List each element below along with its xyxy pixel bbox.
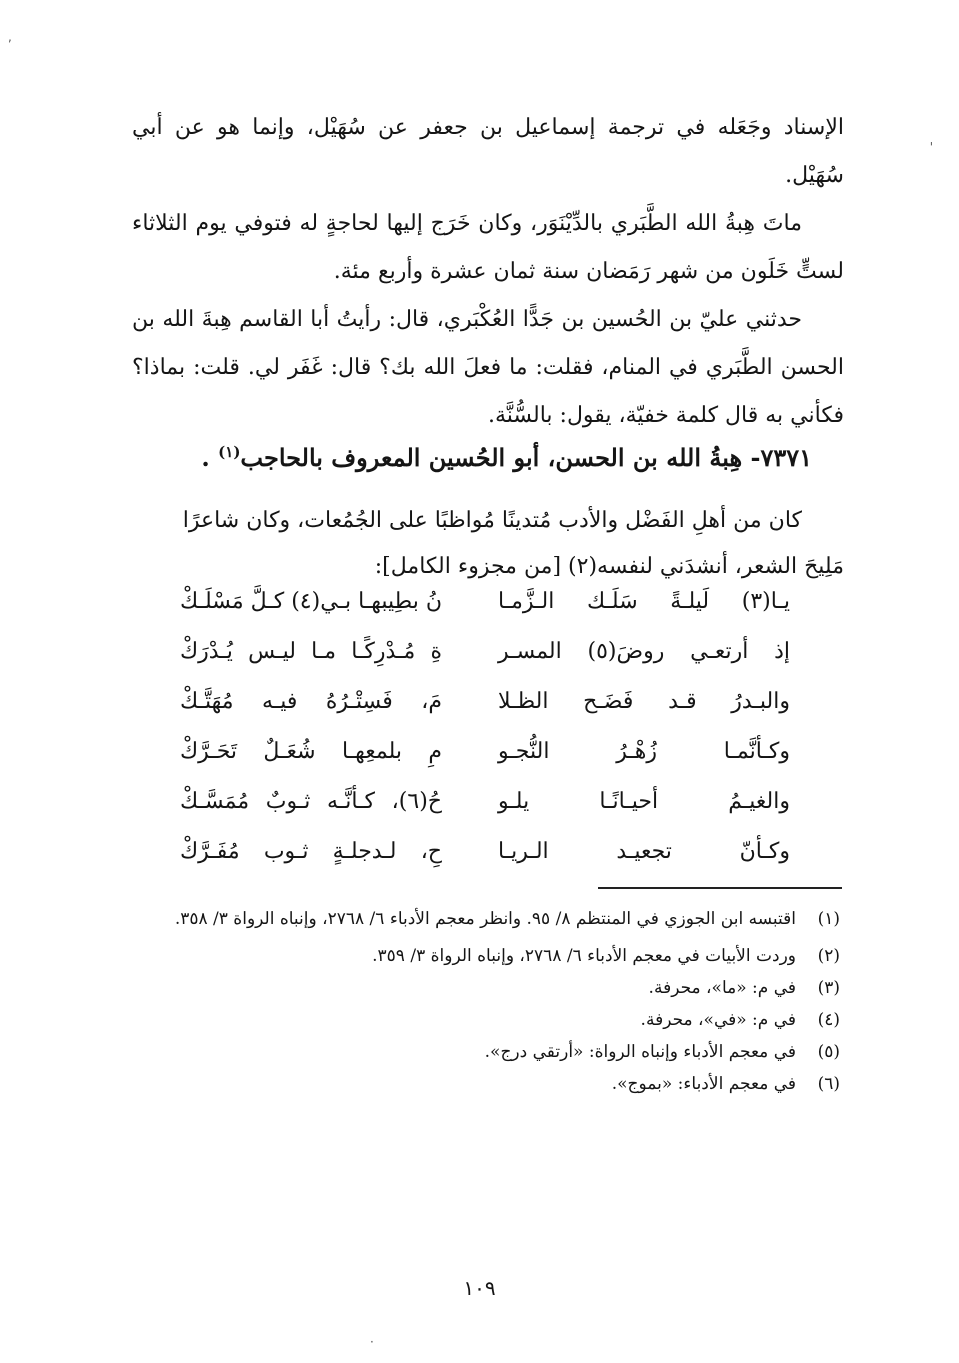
scan-mark: ' xyxy=(929,140,933,154)
verse xyxy=(180,626,790,676)
intro-line: كان من أهلِ الفَضْل والأدب مُتدينًا مُواظبًا على الجُمُعات، وكان شاعرًا xyxy=(182,508,802,533)
footnote xyxy=(124,940,840,972)
footnote-number: (٣) xyxy=(817,978,840,998)
verse-second-hemistich: ةِ مُـدْرِكًـا مـا ليـس يُـدْرَكْ xyxy=(180,638,442,664)
entry-heading-end: . xyxy=(201,443,210,472)
footnotes xyxy=(124,904,840,1100)
verse xyxy=(180,576,790,626)
footnote-text: في م: «في»، محرفة. xyxy=(640,1010,796,1030)
verse-second-hemistich: مَ، فَسِتْـرُهُ فيـه مُهَتَّـكْ xyxy=(180,688,442,714)
verse-first-hemistich: إذ أرتعـي روضَ(٥) المسـر xyxy=(498,638,790,664)
footnote xyxy=(124,904,840,934)
footnote-text: في معجم الأدباء وإنباه الرواة: «أرتقي درج». xyxy=(484,1042,796,1062)
footnote-text: في م: «ما»، محرفة. xyxy=(648,978,796,998)
verse-first-hemistich: وكـأنّ تجعيـد الـريـا xyxy=(498,838,790,864)
verse xyxy=(180,776,790,826)
footnote-divider xyxy=(598,887,842,889)
footnote xyxy=(124,1004,840,1036)
verse-second-hemistich: حُ(٦)، كـأنَّـه ثـوبٌ مُمَسَّـكْ xyxy=(180,788,442,814)
intro-line: مَلِيحَ الشعر، أنشدَني لنفسه(٢) [من مجزوء الكامل]: xyxy=(374,554,844,579)
verse-first-hemistich: يـا(٣) لَيلـةً سَلَـك الـزَّمـا xyxy=(498,588,790,614)
verse xyxy=(180,826,790,876)
verse-second-hemistich: حِ، لـدجلـةٍ ثـوب مُفَـرَّكْ xyxy=(180,838,442,864)
scan-mark: · xyxy=(370,1335,374,1349)
verse-first-hemistich: والبـدرُ قـد فَضَـح الظـلا xyxy=(498,688,790,714)
footnote-number: (٢) xyxy=(817,946,840,966)
footnote-number: (٤) xyxy=(817,1010,840,1030)
footnote-ref: (١) xyxy=(218,443,241,461)
verse-first-hemistich: وكـأنَّمـا زُهْـرُ النُّجـو xyxy=(498,738,790,764)
verse xyxy=(180,676,790,726)
footnote xyxy=(124,1036,840,1068)
footnote-text: اقتبسه ابن الجوزي في المنتظم ٨/ ٩٥. وانظر معجم الأدباء ٦/ ٢٧٦٨، وإنباه الرواة ٣/ ٣٥٨. xyxy=(174,909,796,929)
verse-second-hemistich: نُ بطِيبهـا بـي(٤) كـلَّ مَسْلَـكْ xyxy=(179,588,442,614)
poem xyxy=(180,576,790,876)
body-text xyxy=(132,104,844,440)
footnote-number: (١) xyxy=(817,909,840,929)
verse-first-hemistich: والغيـمُ أحيـانًـا يلـو xyxy=(498,788,790,814)
footnote-number: (٦) xyxy=(817,1074,840,1094)
entry-heading xyxy=(132,428,812,482)
paragraph: الإسناد وجَعَله في ترجمة إسماعيل بن جعفر عن سُهَيْل، وإنما هو عن أبي سُهَيْل. xyxy=(132,115,844,188)
page-number: ١٠٩ xyxy=(463,1276,496,1300)
footnote-number: (٥) xyxy=(817,1042,840,1062)
paragraph: ماتَ هِبةُ الله الطَّبَري بالدِّيْنَوَر، وكان خَرَج إليها لحاجةٍ له فتوفي يوم الثلاثاء لستٍّ خَلَون من شهر رَمَضان سنة ثمان عشرة وأربع مئة. xyxy=(132,211,844,284)
entry-heading-text: ٧٣٧١- هِبةُ الله بن الحسن، أبو الحُسين المعروف بالحاجب xyxy=(240,443,812,472)
scan-mark: , xyxy=(8,30,12,44)
verse-second-hemistich: مِ بلمعِهـا شُعَـلٌ تَحَـرَّكْ xyxy=(180,738,442,764)
paragraph: حدثني عليّ بن الحُسين بن جَدًّا العُكْبَري، قال: رأيتُ أبا القاسم هِبةَ الله بن الحسن الطَّبَري في المنام، فقلت: ما فعلَ الله بك؟ قال: غَفَر لي. قلت: بماذا؟ فكأني به قال كلمة خفيّة، يقول: بالسُّنَّة. xyxy=(132,307,844,428)
footnote-text: وردت الأبيات في معجم الأدباء ٦/ ٢٧٦٨، وإنباه الرواة ٣/ ٣٥٩. xyxy=(372,946,796,966)
footnote xyxy=(124,972,840,1004)
footnote-text: في معجم الأدباء: «بموج». xyxy=(611,1074,796,1094)
verse xyxy=(180,726,790,776)
footnote xyxy=(124,1068,840,1100)
